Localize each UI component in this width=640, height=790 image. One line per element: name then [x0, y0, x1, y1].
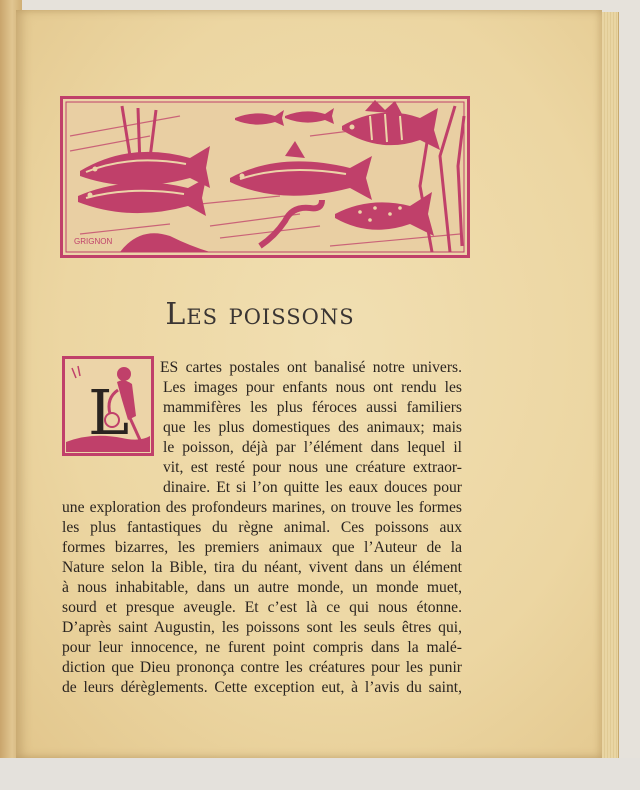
- body-line: formes bizarres, les premiers animaux que l’Auteur de la: [62, 539, 462, 556]
- body-line: dinaire. Et si l’on quitte les eaux douces pour: [163, 479, 462, 496]
- decorated-dropcap: [62, 356, 154, 456]
- body-line: Nature selon la Bible, tira du néant, vivent dans un élément: [62, 559, 462, 576]
- fish-woodcut-illustration: [60, 96, 470, 258]
- dropcap-letter: L: [88, 376, 130, 449]
- body-line: à nous inhabitable, dans un autre monde, un monde muet,: [62, 579, 462, 596]
- body-line: de leurs dérèglements. Cette exception eut, à l’avis du saint,: [62, 679, 462, 696]
- body-line: mammifères les plus féroces aussi familiers: [163, 399, 462, 416]
- body-line: pour leur innocence, ne furent point compris dans la malé-: [62, 639, 462, 656]
- body-line: ES cartes postales ont banalisé notre univers.: [160, 359, 462, 376]
- body-line: le poisson, déjà par l’élément dans lequel il: [163, 439, 462, 456]
- body-line: D’après saint Augustin, les poissons sont les seuls êtres qui,: [62, 619, 462, 636]
- body-line: diction que Dieu prononça contre les créatures pour les punir: [62, 659, 462, 676]
- body-line: sourd et presque aveugle. Et c’est là ce qui nous étonne.: [62, 599, 462, 616]
- body-line: Les images pour enfants nous ont rendu les: [163, 379, 462, 396]
- illustration-signature: GRIGNON: [74, 237, 113, 246]
- chapter-title: Les poissons: [165, 297, 355, 332]
- body-line: une exploration des profondeurs marines, on trouve les formes: [62, 499, 462, 516]
- scan-background: [0, 758, 640, 790]
- body-line: que les plus domestiques des animaux; mais: [163, 419, 462, 436]
- body-line: vit, est resté pour nous une créature extraor-: [163, 459, 462, 476]
- body-line: les plus fantastiques du règne animal. Ces poissons aux: [62, 519, 462, 536]
